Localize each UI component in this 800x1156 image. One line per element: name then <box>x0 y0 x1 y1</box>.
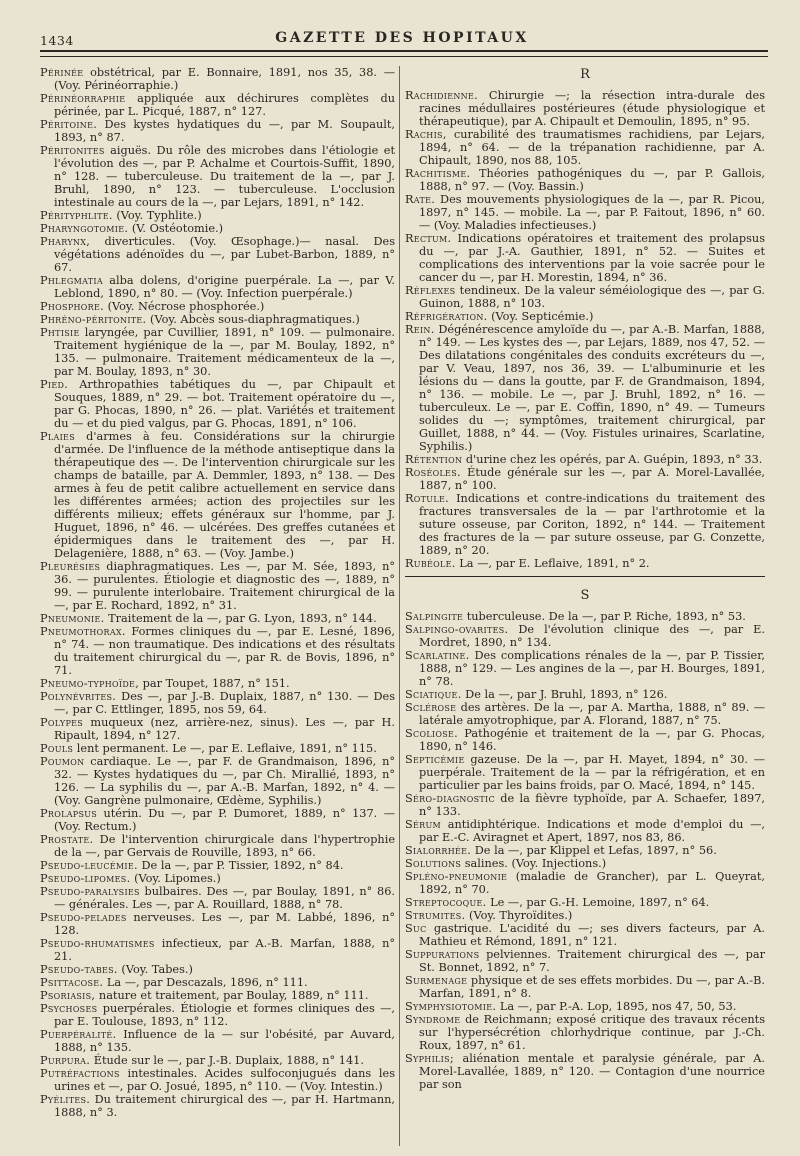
entry-headword: Putréfactions <box>40 1067 120 1080</box>
entry-text: laryngée, par Cuvillier, 1891, n° 109. — pulmonaire. Traitement hygiénique de la —, par M. Boulay, 1892, n° 135. — pulmonaire. Traitement médicamenteux de la —, par M. Boulay, 1893, n° 30. <box>54 326 395 378</box>
entry-text: Le —, par G.-H. Lemoine, 1897, n° 64. <box>486 896 710 909</box>
entry-headword: Septicémie <box>405 753 465 766</box>
entry-headword: Prostate. <box>40 833 94 846</box>
entry-headword: Spléno-pneumonie <box>405 870 508 883</box>
entry-headword: Pharyngotomie. <box>40 222 129 235</box>
index-entry <box>405 167 765 193</box>
entry-headword: Pseudo-leucémie. <box>40 859 138 872</box>
entry-headword: Strumites. <box>405 909 466 922</box>
entry-text: La —, par P.-A. Lop, 1895, nos 47, 50, 53. <box>496 1000 737 1013</box>
entry-text: curabilité des traumatismes rachidiens, par Lejars, 1894, n° 64. — de la trépanation rachidienne, par A. Chipault, 1890, nos 88, 105. <box>419 128 765 167</box>
entry-headword: Poumon <box>40 755 85 768</box>
entry-headword: Rein. <box>405 323 435 336</box>
entry-headword: Syphilis; <box>405 1052 454 1065</box>
entry-headword: Rate. <box>405 193 436 206</box>
entry-headword: Phosphore. <box>40 300 104 313</box>
index-entry <box>405 974 765 1000</box>
section-r-entries <box>405 89 765 570</box>
entry-text: gazeuse. De la —, par H. Mayet, 1894, n° 30. — puerpérale. Traitement de la — par la réfrigération, et en particulier par les bains froids, par O. Macé, 1894, n° 145. <box>419 753 765 792</box>
entry-text: Influence de la — sur l'obésité, par Auvard, 1888, n° 135. <box>54 1028 395 1054</box>
index-entry <box>40 1002 395 1028</box>
index-entry <box>405 623 765 649</box>
entry-text: infectieux, par A.-B. Marfan, 1888, n° 21. <box>54 937 395 963</box>
index-entry <box>40 612 395 625</box>
entry-headword: Pseudo-lipomes. <box>40 872 131 885</box>
entry-headword: Suppurations <box>405 948 480 961</box>
entry-text: De la —, par P. Tissier, 1892, n° 84. <box>137 859 344 872</box>
index-entry <box>405 193 765 232</box>
index-entry <box>40 300 395 313</box>
entry-text: Indications opératoires et traitement des prolapsus du —, par J.-A. Gauthier, 1891, n° 52. — Suites et complications des interventions par la voie sacrée pour le cancer du —, par H. Morestin, 1894, n° 36. <box>419 232 765 284</box>
entry-text: (Voy. Tabes.) <box>117 963 193 976</box>
entry-text: aliénation mentale et paralysie générale, par A. Morel-Lavallée, 1889, n° 120. — Contagion d'une nourrice par son <box>419 1052 765 1091</box>
entry-text: Traitement de la —, par G. Lyon, 1893, n° 144. <box>104 612 377 625</box>
entry-text: La —, par Descazals, 1896, n° 111. <box>103 976 308 989</box>
entry-text: de la fièvre typhoïde, par A. Schaefer, 1897, n° 133. <box>419 792 765 818</box>
entry-headword: Pneumonie. <box>40 612 105 625</box>
index-entry <box>405 948 765 974</box>
index-entry <box>40 235 395 274</box>
entry-text: Des mouvements physiologiques de la —, par R. Picou, 1897, n° 145. — mobile. La —, par P. Faitout, 1896, n° 60. — (Voy. Maladies infectieuses.) <box>419 193 765 232</box>
index-entry <box>405 1000 765 1013</box>
index-entry <box>40 66 395 92</box>
index-entry <box>40 807 395 833</box>
section-divider <box>405 576 765 577</box>
entry-text: De la —, par Klippel et Lefas, 1897, n° 56. <box>471 844 717 857</box>
entry-text: Formes cliniques du —, par E. Lesné, 1896, n° 74. — non traumatique. Des indications et des résultats du traitement chirurgical du —, par R. de Bovis, 1896, n° 71. <box>54 625 395 677</box>
header-rule-thick <box>40 50 768 52</box>
entry-headword: Puerpéralité. <box>40 1028 117 1041</box>
entry-text: (Voy. Lipomes.) <box>130 872 221 885</box>
entry-text: Arthropathies tabétiques du —, par Chipault et Souques, 1889, n° 29. — bot. Traitement opératoire du —, par G. Phocas, 1890, n° 26. — plat. Variétés et traitement du — et du pied valgus, par G. Phocas, 1891, n° 106. <box>54 378 395 430</box>
entry-headword: Psoriasis, <box>40 989 96 1002</box>
entry-headword: Pneumothorax. <box>40 625 126 638</box>
index-entry <box>40 209 395 222</box>
right-column <box>405 66 765 1091</box>
entry-text: Pathogénie et traitement de la —, par G. Phocas, 1890, n° 146. <box>419 727 765 753</box>
index-entry <box>405 792 765 818</box>
index-entry <box>40 1093 395 1119</box>
entry-headword: Purpura. <box>40 1054 91 1067</box>
index-entry <box>40 833 395 859</box>
index-entry <box>40 976 395 989</box>
entry-headword: Rachidienne. <box>405 89 478 102</box>
index-entry <box>40 885 395 911</box>
index-entry <box>40 625 395 677</box>
entry-text: (Voy. Abcès sous-diaphragmatiques.) <box>146 313 360 326</box>
entry-text: muqueux (nez, arrière-nez, sinus). Les —, par H. Ripault, 1894, n° 127. <box>54 716 395 742</box>
entry-text: (Voy. Thyroïdites.) <box>465 909 573 922</box>
index-entry <box>40 690 395 716</box>
entry-text: nature et traitement, par Boulay, 1889, n° 111. <box>95 989 369 1002</box>
entry-headword: Réflexes <box>405 284 456 297</box>
index-entry <box>40 144 395 209</box>
entry-headword: Pouls <box>40 742 74 755</box>
entry-text: La —, par E. Leflaive, 1891, n° 2. <box>455 557 650 570</box>
index-entry <box>40 1054 395 1067</box>
entry-text: (Voy. Typhlite.) <box>112 209 202 222</box>
entry-text: Étude sur le —, par J.-B. Duplaix, 1888, n° 141. <box>90 1054 364 1067</box>
entry-headword: Rachis, <box>405 128 447 141</box>
section-letter-r: R <box>580 67 590 82</box>
index-entry <box>405 818 765 844</box>
entry-headword: Périnée <box>40 66 84 79</box>
entry-text: Indications et contre-indications du traitement des fractures transversales de la — par l'arthrotomie et la suture osseuse, par Coriton, 1892, n° 144. — Traitement des fractures de la — par suture osseuse, par G. Conzette, 1889, n° 20. <box>419 492 765 557</box>
entry-headword: Pied. <box>40 378 69 391</box>
index-entry <box>40 274 395 300</box>
entry-headword: Pseudo-rhumatismes <box>40 937 155 950</box>
index-entry <box>40 677 395 690</box>
entry-headword: Pseudo-tabes. <box>40 963 118 976</box>
page-number: 1434 <box>40 33 74 48</box>
entry-headword: Sciatique. <box>405 688 462 701</box>
entry-headword: Pharynx, <box>40 235 91 248</box>
index-entry <box>40 1067 395 1093</box>
index-entry <box>405 688 765 701</box>
entry-headword: Solutions <box>405 857 462 870</box>
index-entry <box>405 649 765 688</box>
entry-headword: Séro-diagnostic <box>405 792 495 805</box>
entry-text: par Toupet, 1887, n° 151. <box>139 677 290 690</box>
entry-text: appliquée aux déchirures complètes du périnée, par L. Picqué, 1887, n° 127. <box>54 92 395 118</box>
index-entry <box>40 326 395 378</box>
entry-headword: Polynévrites. <box>40 690 117 703</box>
entry-headword: Phtisie <box>40 326 80 339</box>
entry-headword: Phlegmatia <box>40 274 103 287</box>
entry-text: Chirurgie —; la résection intra-durale des racines médullaires postérieures (étude physiologique et thérapeutique), par A. Chipault et Demoulin, 1895, n° 95. <box>419 89 765 128</box>
entry-headword: Surmenage <box>405 974 468 987</box>
entry-text: pelviennes. Traitement chirurgical des —, par St. Bonnet, 1892, n° 7. <box>419 948 765 974</box>
entry-text: (Voy. Nécrose phosphorée.) <box>104 300 265 313</box>
index-entry <box>405 232 765 284</box>
entry-headword: Périnéorraphie <box>40 92 126 105</box>
entry-text: (V. Ostéotomie.) <box>128 222 224 235</box>
entry-text: utérin. Du —, par P. Dumoret, 1889, n° 137. — (Voy. Rectum.) <box>54 807 395 833</box>
index-entry <box>40 963 395 976</box>
index-entry <box>405 284 765 310</box>
entry-headword: Scoliose. <box>405 727 459 740</box>
entry-headword: Salpingite <box>405 610 464 623</box>
index-entry <box>405 727 765 753</box>
entry-headword: Scarlatine. <box>405 649 470 662</box>
entry-headword: Rubéole. <box>405 557 456 570</box>
entry-text: intestinales. Acides sulfoconjugués dans les urines et —, par O. Josué, 1895, n° 110. — (Voy. Intestin.) <box>54 1067 395 1093</box>
entry-headword: Rétention <box>405 453 463 466</box>
index-entry <box>40 560 395 612</box>
index-entry <box>40 222 395 235</box>
entry-text: De la —, par J. Bruhl, 1893, n° 126. <box>461 688 668 701</box>
index-entry <box>405 310 765 323</box>
entry-headword: Psittacose. <box>40 976 104 989</box>
entry-headword: Syndrome <box>405 1013 461 1026</box>
entry-headword: Streptocoque. <box>405 896 487 909</box>
entry-text: Théories pathogéniques du —, par P. Gallois, 1888, n° 97. — (Voy. Bassin.) <box>419 167 765 193</box>
index-entry <box>40 742 395 755</box>
index-entry <box>405 492 765 557</box>
index-entry <box>405 844 765 857</box>
journal-title: GAZETTE DES HOPITAUX <box>275 30 529 46</box>
left-column <box>40 66 395 1119</box>
entry-text: physique et de ses effets morbides. Du —, par A.-B. Marfan, 1891, n° 8. <box>419 974 765 1000</box>
section-s-entries <box>405 610 765 1091</box>
entry-headword: Péritoine. <box>40 118 98 131</box>
entry-text: tendineux. De la valeur séméiologique des —, par G. Guinon, 1888, n° 103. <box>419 284 765 310</box>
index-entry <box>40 313 395 326</box>
entry-headword: Suc <box>405 922 427 935</box>
index-entry <box>405 909 765 922</box>
index-entry <box>405 857 765 870</box>
entry-headword: Pseudo-pelades <box>40 911 127 924</box>
index-entry <box>40 911 395 937</box>
entry-text: diaphragmatiques. Les —, par M. Sée, 1893, n° 36. — purulentes. Étiologie et diagnostic des —, 1889, n° 99. — purulente interlobaire. Traitement chirurgical de la —, par E. Rochard, 1892, n° 31. <box>54 560 395 612</box>
entry-headword: Polypes <box>40 716 84 729</box>
entry-headword: Pseudo-paralysies <box>40 885 140 898</box>
entry-headword: Rotule. <box>405 492 449 505</box>
index-entry <box>40 989 395 1002</box>
index-entry <box>405 557 765 570</box>
index-entry <box>40 859 395 872</box>
index-entry <box>40 430 395 560</box>
index-entry <box>40 118 395 144</box>
index-entry <box>405 1052 765 1091</box>
entry-headword: Réfrigération. <box>405 310 488 323</box>
index-entry <box>40 937 395 963</box>
index-entry <box>405 1013 765 1052</box>
entry-headword: Pleurésies <box>40 560 101 573</box>
index-entry <box>405 922 765 948</box>
entry-headword: Psychoses <box>40 1002 98 1015</box>
entry-text: aiguës. Du rôle des microbes dans l'étiologie et l'évolution des —, par P. Achalme et Courtois-Suffit, 1890, n° 128. — tuberculeuse. Du traitement de la —, par J. Bruhl, 1890, n° 123. — tuberculeuse. L'occlusion intestinale au cours de la —, par Lejars, 1891, n° 142. <box>54 144 395 209</box>
entry-headword: Rectum. <box>405 232 452 245</box>
index-entry <box>40 92 395 118</box>
entry-text: bulbaires. Des —, par Boulay, 1891, n° 86. — générales. Les —, par A. Rouillard, 1888, n° 78. <box>54 885 395 911</box>
entry-headword: Rachitisme. <box>405 167 471 180</box>
entry-text: de Reichmann; exposé critique des travaux récents sur l'hypersécrétion chlorhydrique continue, par J.-Ch. Roux, 1897, n° 61. <box>419 1013 765 1052</box>
header-rule-thin <box>40 56 768 57</box>
entry-text: tuberculeuse. De la —, par P. Riche, 1893, n° 53. <box>463 610 746 623</box>
index-entry <box>405 323 765 453</box>
index-entry <box>405 466 765 492</box>
entry-text: (maladie de Grancher), par L. Queyrat, 1892, n° 70. <box>419 870 765 896</box>
index-entry <box>40 872 395 885</box>
entry-text: Dégénérescence amyloïde du —, par A.-B. Marfan, 1888, n° 149. — Les kystes des —, par Lejars, 1889, nos 47, 52. — Des dilatations congénitales des conduits excréteurs du —, par V. Veau, 1897, nos 36, 39. — L'albuminurie et les lésions du — dans la goutte, par F. de Grandmaison, 1894, n° 136. — mobile. Le —, par J. Bruhl, 1892, n° 16. — tuberculeux. Le —, par E. Coffin, 1890, n° 49. — Tumeurs solides du —; symptômes, traitement chirurgical, par Guillet, 1888, n° 44. — (Voy. Fistules urinaires, Scarlatine, Syphilis.) <box>419 323 765 453</box>
entry-headword: Pneumo-typhoïde, <box>40 677 140 690</box>
entry-text: puerpérales. Étiologie et formes cliniques des —, par E. Toulouse, 1893, n° 112. <box>54 1002 395 1028</box>
entry-headword: Phréno-péritonite. <box>40 313 147 326</box>
entry-text: De l'évolution clinique des —, par E. Mordret, 1890, n° 134. <box>419 623 765 649</box>
index-entry <box>405 701 765 727</box>
page-header <box>34 28 770 52</box>
entry-text: Des kystes hydatiques du —, par M. Soupault, 1893, n° 87. <box>54 118 395 144</box>
entry-text: Du traitement chirurgical des —, par H. Hartmann, 1888, n° 3. <box>54 1093 395 1119</box>
entry-headword: Pyélites. <box>40 1093 91 1106</box>
entry-headword: Salpingo-ovarites. <box>405 623 509 636</box>
entry-text: diverticules. (Voy. Œsophage.)— nasal. Des végétations adénoïdes du —, par Lubet-Barbon, 1889, n° 67. <box>54 235 395 274</box>
entry-text: alba dolens, d'origine puerpérale. La —, par V. Leblond, 1890, n° 80. — (Voy. Infection puerpérale.) <box>54 274 395 300</box>
entry-headword: Roséoles. <box>405 466 461 479</box>
entry-headword: Symphysiotomie. <box>405 1000 497 1013</box>
entry-headword: Pérityphlite. <box>40 209 113 222</box>
column-divider <box>399 66 400 1146</box>
entry-headword: Péritonites <box>40 144 105 157</box>
entry-text: nerveuses. Les —, par M. Labbé, 1896, n° 128. <box>54 911 395 937</box>
entry-text: obstétrical, par E. Bonnaire, 1891, nos 35, 38. — (Voy. Périnéorraphie.) <box>54 66 395 92</box>
index-entry <box>40 755 395 807</box>
index-entry <box>405 453 765 466</box>
index-entry <box>40 378 395 430</box>
entry-text: antidiphtérique. Indications et mode d'emploi du —, par E.-C. Aviragnet et Apert, 1897, nos 83, 86. <box>419 818 765 844</box>
section-letter-s: S <box>580 588 590 603</box>
index-entry <box>40 1028 395 1054</box>
entry-text: salines. (Voy. Injections.) <box>461 857 607 870</box>
entry-text: Des —, par J.-B. Duplaix, 1887, n° 130. — Des —, par C. Ettlinger, 1895, nos 59, 64. <box>54 690 395 716</box>
entry-text: Étude générale sur les —, par A. Morel-Lavallée, 1887, n° 100. <box>419 466 765 492</box>
index-entry <box>405 870 765 896</box>
entry-headword: Sialorrhée. <box>405 844 472 857</box>
index-entry <box>405 753 765 792</box>
entry-text: lent permanent. Le —, par E. Leflaive, 1891, n° 115. <box>73 742 377 755</box>
entry-text: des artères. De la —, par A. Martha, 1888, n° 89. — latérale amyotrophique, par A. Florand, 1887, n° 75. <box>419 701 765 727</box>
entry-headword: Plaies <box>40 430 75 443</box>
entry-text: Des complications rénales de la —, par P. Tissier, 1888, n° 129. — Les angines de la —, par H. Bourges, 1891, n° 78. <box>419 649 765 688</box>
entry-text: d'armes à feu. Considérations sur la chirurgie d'armée. De l'influence de la méthode antiseptique dans la thérapeutique des —. De l'intervention chirurgicale sur les champs de bataille, par A. Demmler, 1893, n° 138. — Des armes à feu de petit calibre actuellement en service dans les différentes armées; action des projectiles sur les différents milieux; effets généraux sur l'homme, par J. Huguet, 1896, n° 46. — ulcérées. Des greffes cutanées et épidermiques dans le traitement des —, par H. Delagenière, 1888, n° 63. — (Voy. Jambe.) <box>54 430 395 560</box>
entry-text: d'urine chez les opérés, par A. Guépin, 1893, n° 33. <box>462 453 763 466</box>
index-entry <box>405 89 765 128</box>
entry-headword: Prolapsus <box>40 807 98 820</box>
entry-text: De l'intervention chirurgicale dans l'hypertrophie de la —, par Gervais de Rouville, 1893, n° 66. <box>54 833 395 859</box>
entry-headword: Sérum <box>405 818 442 831</box>
index-entry <box>40 716 395 742</box>
entry-headword: Sclérose <box>405 701 457 714</box>
index-entry <box>405 610 765 623</box>
entry-text: cardiaque. Le —, par F. de Grandmaison, 1896, n° 32. — Kystes hydatiques du —, par Ch. Mirallié, 1893, n° 126. — La syphilis du —, par A.-B. Marfan, 1892, n° 4. — (Voy. Gangrène pulmonaire, Œdème, Syphilis.) <box>54 755 395 807</box>
index-entry <box>405 896 765 909</box>
entry-text: gastrique. L'acidité du —; ses divers facteurs, par A. Mathieu et Rémond, 1891, n° 121. <box>419 922 765 948</box>
entry-text: (Voy. Septicémie.) <box>487 310 594 323</box>
index-entry <box>405 128 765 167</box>
